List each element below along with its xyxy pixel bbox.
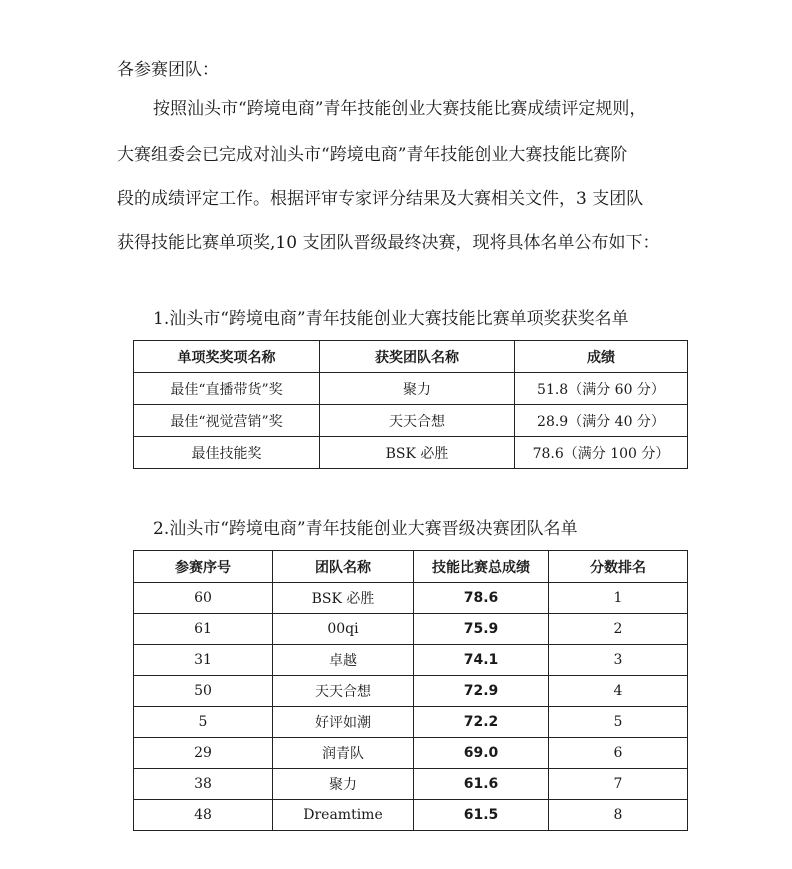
table-row [134, 707, 688, 738]
team-name-cell: 天天合想 [273, 676, 414, 707]
table-row [134, 676, 688, 707]
table-row [134, 437, 688, 469]
table-row [134, 645, 688, 676]
team-name-cell: BSK 必胜 [320, 437, 515, 469]
table-row [134, 738, 688, 769]
rank-cell: 2 [549, 614, 688, 645]
finalists-section-title: 2.汕头市“跨境电商”青年技能创业大赛晋级决赛团队名单 [153, 519, 578, 539]
rank-cell: 4 [549, 676, 688, 707]
paragraph-line-1: 按照汕头市“跨境电商”青年技能创业大赛技能比赛成绩评定规则， [153, 99, 647, 119]
score-cell: 51.8（满分 60 分） [515, 373, 688, 405]
rank-cell: 6 [549, 738, 688, 769]
table-row [134, 614, 688, 645]
award-name-cell: 最佳技能奖 [134, 437, 320, 469]
entry-number-cell: 50 [134, 676, 273, 707]
header-total-score: 技能比赛总成绩 [414, 551, 549, 583]
total-score-cell: 74.1 [414, 645, 549, 676]
entry-number-cell: 5 [134, 707, 273, 738]
team-name-cell: 好评如潮 [273, 707, 414, 738]
total-score-cell: 72.2 [414, 707, 549, 738]
table-row [134, 800, 688, 831]
header-entry-number: 参赛序号 [134, 551, 273, 583]
entry-number-cell: 31 [134, 645, 273, 676]
rank-cell: 1 [549, 583, 688, 614]
score-cell: 78.6（满分 100 分） [515, 437, 688, 469]
team-name-cell: 天天合想 [320, 405, 515, 437]
team-name-cell: 聚力 [320, 373, 515, 405]
entry-number-cell: 48 [134, 800, 273, 831]
score-cell: 28.9（满分 40 分） [515, 405, 688, 437]
paragraph-line-2: 大赛组委会已完成对汕头市“跨境电商”青年技能创业大赛技能比赛阶 [117, 145, 628, 165]
total-score-cell: 69.0 [414, 738, 549, 769]
salutation: 各参赛团队： [117, 60, 219, 80]
paragraph-line-3: 段的成绩评定工作。根据评审专家评分结果及大赛相关文件，3 支团队 [117, 189, 644, 209]
table-row [134, 373, 688, 405]
entry-number-cell: 38 [134, 769, 273, 800]
award-name-cell: 最佳“视觉营销”奖 [134, 405, 320, 437]
total-score-cell: 72.9 [414, 676, 549, 707]
total-score-cell: 61.5 [414, 800, 549, 831]
team-name-cell: 00qi [273, 614, 414, 645]
awards-header-row [134, 341, 688, 373]
entry-number-cell: 29 [134, 738, 273, 769]
team-name-cell: 润青队 [273, 738, 414, 769]
total-score-cell: 75.9 [414, 614, 549, 645]
finalists-table [133, 550, 688, 831]
header-rank: 分数排名 [549, 551, 688, 583]
team-name-cell: BSK 必胜 [273, 583, 414, 614]
award-name-cell: 最佳“直播带货”奖 [134, 373, 320, 405]
entry-number-cell: 60 [134, 583, 273, 614]
team-name-cell: Dreamtime [273, 800, 414, 831]
rank-cell: 8 [549, 800, 688, 831]
team-name-cell: 聚力 [273, 769, 414, 800]
header-award-name: 单项奖奖项名称 [134, 341, 320, 373]
total-score-cell: 78.6 [414, 583, 549, 614]
table-row [134, 769, 688, 800]
entry-number-cell: 61 [134, 614, 273, 645]
rank-cell: 7 [549, 769, 688, 800]
header-score: 成绩 [515, 341, 688, 373]
rank-cell: 3 [549, 645, 688, 676]
header-team-name: 团队名称 [273, 551, 414, 583]
table-row [134, 583, 688, 614]
finalists-header-row [134, 551, 688, 583]
rank-cell: 5 [549, 707, 688, 738]
table-row [134, 405, 688, 437]
header-team-name: 获奖团队名称 [320, 341, 515, 373]
awards-section-title: 1.汕头市“跨境电商”青年技能创业大赛技能比赛单项奖获奖名单 [153, 309, 629, 329]
awards-table [133, 340, 688, 469]
paragraph-line-4: 获得技能比赛单项奖,10 支团队晋级最终决赛，现将具体名单公布如下： [117, 233, 660, 253]
team-name-cell: 卓越 [273, 645, 414, 676]
total-score-cell: 61.6 [414, 769, 549, 800]
